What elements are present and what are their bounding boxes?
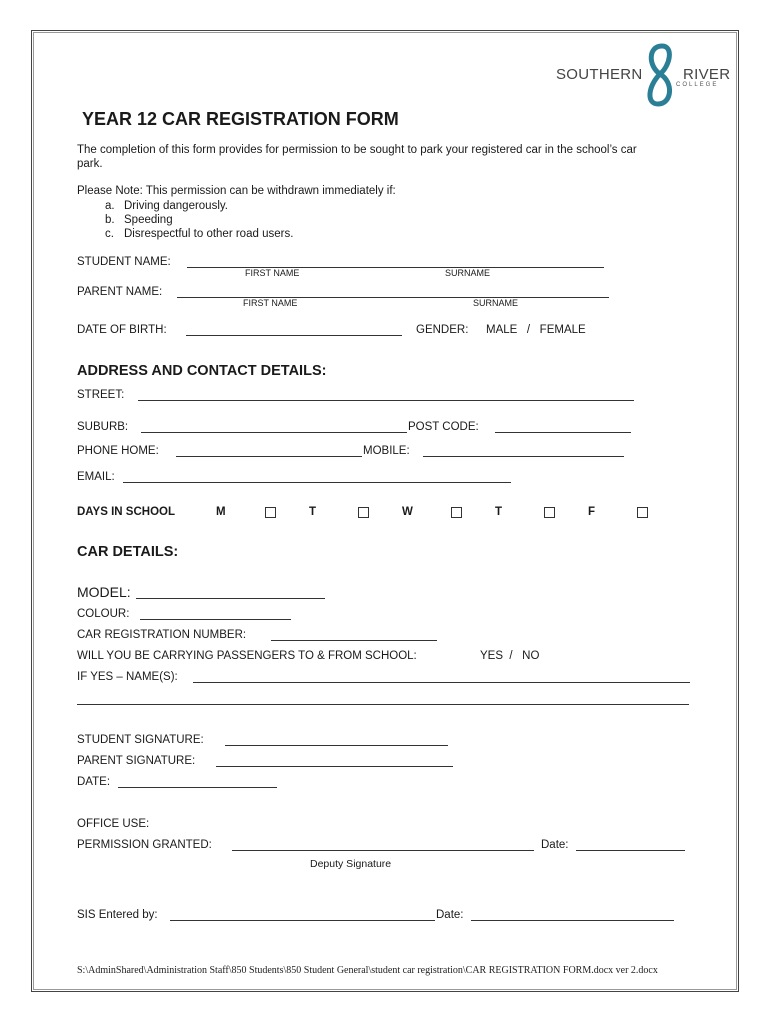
signature-date-field[interactable]: [118, 776, 277, 788]
note-marker: b.: [105, 214, 115, 226]
student-surname-caption: SURNAME: [445, 268, 491, 278]
gender-label: GENDER:: [416, 324, 469, 336]
postcode-field[interactable]: [495, 421, 631, 433]
student-signature-field[interactable]: [225, 734, 448, 746]
day-label: F: [588, 506, 596, 518]
names-label: IF YES – NAME(S):: [77, 671, 178, 683]
street-label: STREET:: [77, 389, 125, 401]
days-label: DAYS IN SCHOOL: [77, 506, 175, 518]
colour-label: COLOUR:: [77, 608, 130, 620]
names-field-continued[interactable]: [77, 693, 689, 705]
passengers-options[interactable]: YES / NO: [480, 650, 540, 662]
deputy-signature-caption: Deputy Signature: [310, 858, 392, 870]
car-heading: CAR DETAILS:: [77, 544, 179, 560]
logo-text-left: SOUTHERN: [556, 66, 643, 83]
rego-label: CAR REGISTRATION NUMBER:: [77, 629, 247, 641]
gender-options[interactable]: MALE / FEMALE: [486, 324, 586, 336]
day-checkbox[interactable]: [544, 507, 555, 518]
street-field[interactable]: [138, 389, 634, 401]
colour-field[interactable]: [140, 608, 291, 620]
mobile-field[interactable]: [423, 445, 624, 457]
rego-field[interactable]: [271, 629, 437, 641]
day-checkbox[interactable]: [265, 507, 276, 518]
model-field[interactable]: [136, 586, 325, 599]
day-label: T: [495, 506, 503, 518]
day-label: M: [216, 506, 226, 518]
parent-surname-caption: SURNAME: [473, 298, 519, 308]
student-name-field[interactable]: [187, 256, 604, 268]
form-title: YEAR 12 CAR REGISTRATION FORM: [82, 109, 399, 129]
intro-line-2: park.: [77, 158, 103, 170]
permission-date-field[interactable]: [576, 839, 685, 851]
logo-subtext: COLLEGE: [676, 82, 719, 88]
parent-signature-field[interactable]: [216, 755, 453, 767]
model-label: MODEL:: [77, 584, 131, 600]
note-marker: a.: [105, 200, 115, 212]
sis-date-field[interactable]: [471, 909, 674, 921]
note-item: Driving dangerously.: [124, 200, 228, 212]
permission-label: PERMISSION GRANTED:: [77, 839, 212, 851]
dob-field[interactable]: [186, 324, 402, 336]
address-heading: ADDRESS AND CONTACT DETAILS:: [77, 363, 327, 379]
day-checkbox[interactable]: [451, 507, 462, 518]
office-use-label: OFFICE USE:: [77, 818, 150, 830]
day-label: T: [309, 506, 317, 518]
parent-name-label: PARENT NAME:: [77, 286, 163, 298]
parent-signature-label: PARENT SIGNATURE:: [77, 755, 196, 767]
dob-label: DATE OF BIRTH:: [77, 324, 167, 336]
parent-name-field[interactable]: [177, 286, 609, 298]
logo-text-right: RIVER: [683, 66, 731, 83]
signature-date-label: DATE:: [77, 776, 111, 788]
suburb-field[interactable]: [141, 421, 407, 433]
note-item: Speeding: [124, 214, 173, 226]
day-checkbox[interactable]: [637, 507, 648, 518]
email-field[interactable]: [123, 471, 511, 483]
suburb-label: SUBURB:: [77, 421, 129, 433]
passengers-label: WILL YOU BE CARRYING PASSENGERS TO & FROM SCHOOL:: [77, 650, 417, 662]
note-heading: Please Note: This permission can be withdrawn immediately if:: [77, 185, 396, 197]
student-signature-label: STUDENT SIGNATURE:: [77, 734, 204, 746]
day-checkbox[interactable]: [358, 507, 369, 518]
email-label: EMAIL:: [77, 471, 115, 483]
intro-line-1: The completion of this form provides for permission to be sought to park your registered car in the school’s car: [77, 144, 637, 156]
sis-date-label: Date:: [436, 909, 464, 921]
note-item: Disrespectful to other road users.: [124, 228, 294, 240]
permission-field[interactable]: [232, 839, 534, 851]
note-marker: c.: [105, 228, 114, 240]
phone-label: PHONE HOME:: [77, 445, 159, 457]
permission-date-label: Date:: [541, 839, 569, 851]
postcode-label: POST CODE:: [408, 421, 479, 433]
sis-field[interactable]: [170, 909, 435, 921]
parent-first-name-caption: FIRST NAME: [243, 298, 298, 308]
footer-filepath: S:\AdminShared\Administration Staff\850 Students\850 Student General\student car registration\CAR REGISTRATION FORM.docx ver 2.docx: [77, 965, 658, 976]
student-first-name-caption: FIRST NAME: [245, 268, 300, 278]
mobile-label: MOBILE:: [363, 445, 410, 457]
sis-label: SIS Entered by:: [77, 909, 158, 921]
student-name-label: STUDENT NAME:: [77, 256, 171, 268]
names-field[interactable]: [193, 671, 690, 683]
logo-mark-icon: [640, 42, 680, 108]
phone-field[interactable]: [176, 445, 362, 457]
day-label: W: [402, 506, 413, 518]
